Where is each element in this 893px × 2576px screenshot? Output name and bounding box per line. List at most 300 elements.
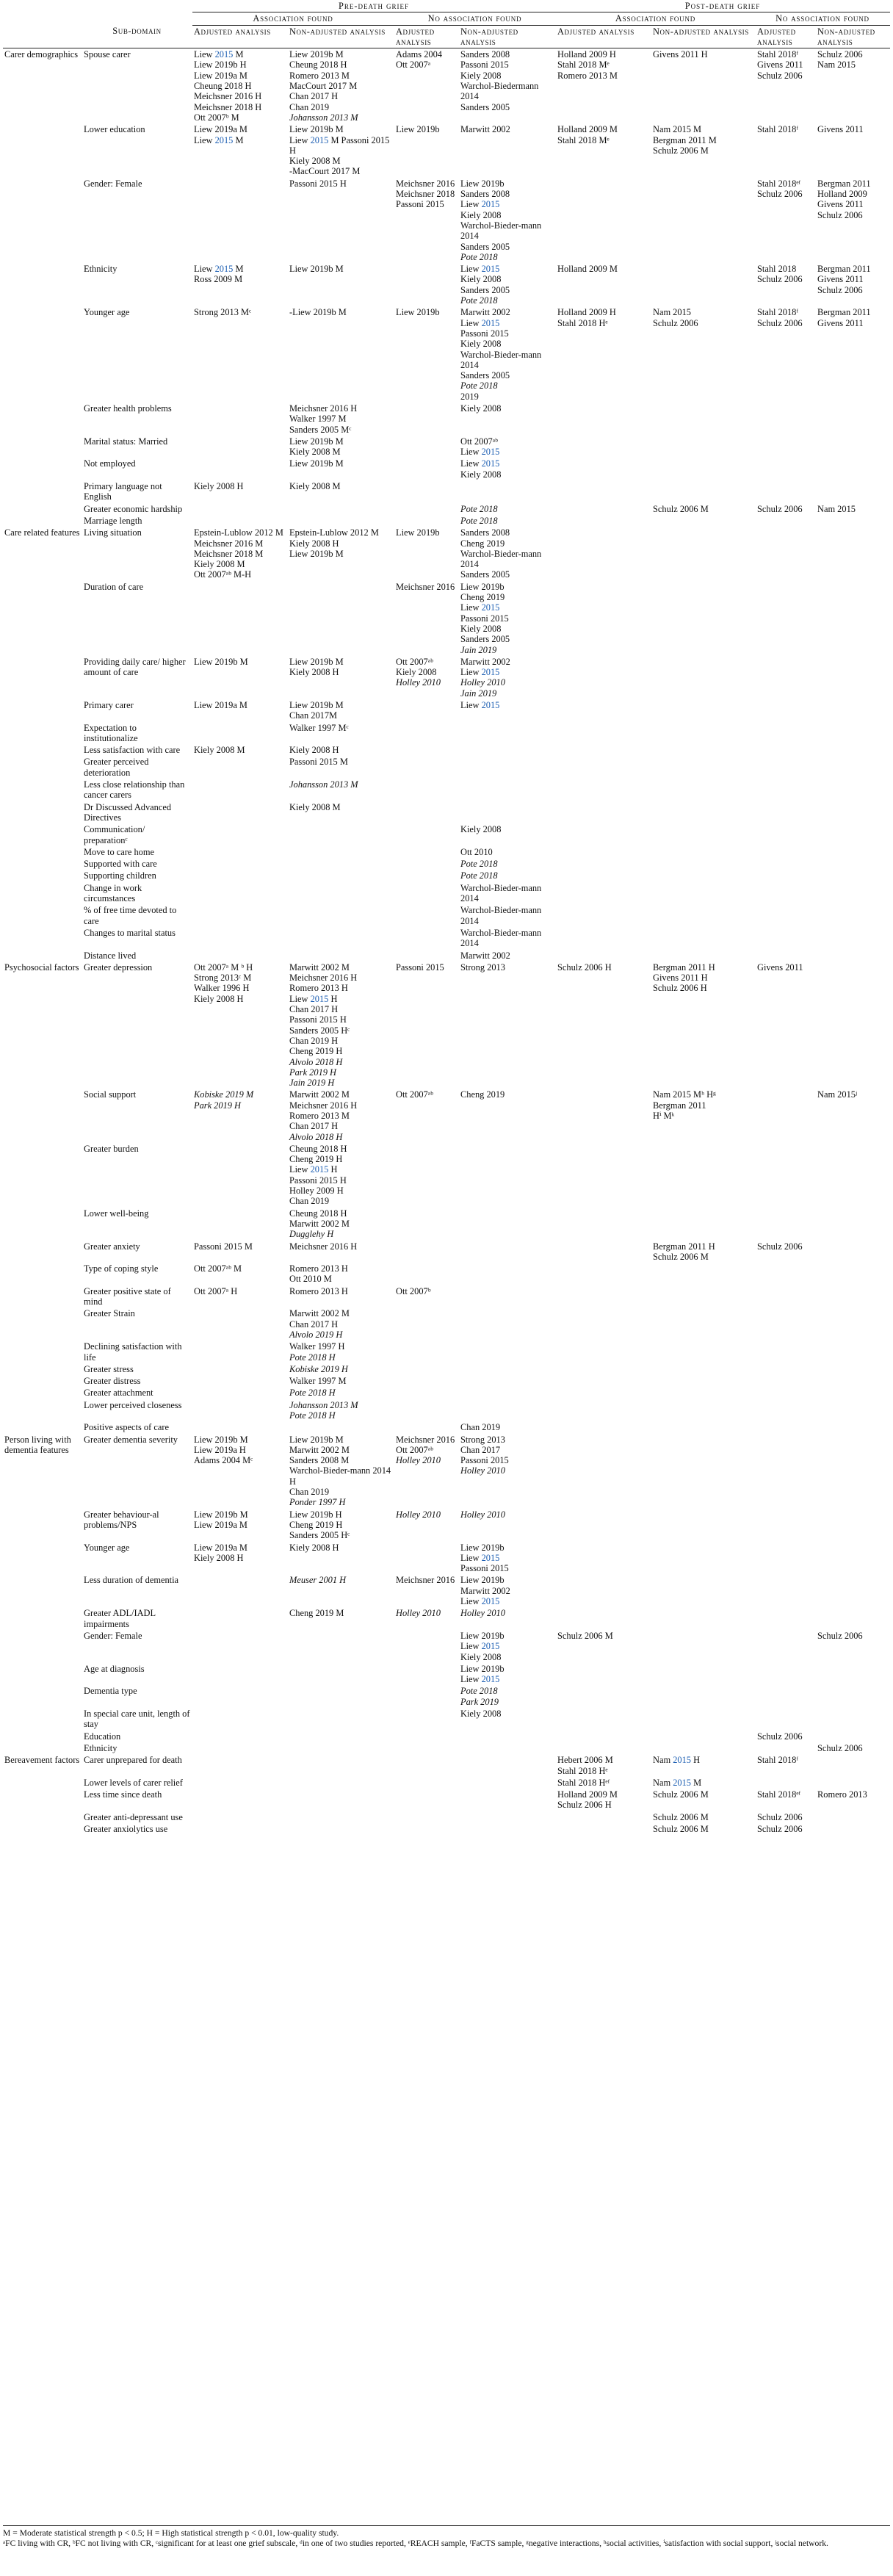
pre-assoc-adjusted-cell: Ott 2007ᵃ M ᵇ H Strong 2013ᶜ M Walker 1996 H Kiely 2008 H bbox=[194, 962, 253, 1004]
post-assoc-non-adjusted-cell bbox=[651, 1708, 756, 1731]
post-noassoc-adjusted-cell bbox=[756, 581, 816, 656]
pre-noassoc-adjusted-cell bbox=[394, 882, 459, 905]
post-noassoc-adjusted-cell: Stahl 2018ᶠ Givens 2011 Schulz 2006 bbox=[757, 49, 803, 81]
table-row bbox=[3, 1708, 890, 1731]
low-quality-citation: Holley 2010 bbox=[396, 1608, 441, 1619]
pre-assoc-non-adjusted-cell: Cheng 2019 M bbox=[289, 1608, 344, 1619]
post-assoc-non-adjusted-cell bbox=[651, 882, 756, 905]
grief-factor-table bbox=[3, 0, 890, 1835]
citation-year-link[interactable]: 2015 bbox=[214, 49, 234, 60]
pre-noassoc-non-adjusted-cell bbox=[459, 1777, 556, 1789]
low-quality-citation: Park 2019 H bbox=[194, 1100, 242, 1111]
domain-cell bbox=[3, 436, 82, 458]
pre-noassoc-adjusted-cell: Meichsner 2016 Meichsner 2018 Passoni 2015 bbox=[396, 178, 455, 210]
post-noassoc-adjusted-cell bbox=[756, 458, 816, 480]
table-row bbox=[3, 1434, 890, 1509]
post-noassoc-adjusted-cell bbox=[756, 801, 816, 824]
post-noassoc-non-adjusted-cell bbox=[816, 801, 890, 824]
domain-cell bbox=[3, 904, 82, 927]
pre-assoc-adjusted-cell bbox=[192, 1208, 288, 1241]
table-row bbox=[3, 1742, 890, 1754]
post-noassoc-non-adjusted-cell bbox=[816, 1708, 890, 1731]
post-noassoc-non-adjusted-cell: Nam 2015 bbox=[817, 503, 856, 514]
pre-assoc-non-adjusted-cell: Meichsner 2016 H bbox=[289, 1241, 358, 1252]
table-row bbox=[3, 699, 890, 722]
citation-year-link[interactable]: 2015 bbox=[310, 993, 329, 1004]
pre-assoc-adjusted-cell: Passoni 2015 M bbox=[194, 1241, 253, 1252]
post-assoc-non-adjusted-cell bbox=[651, 178, 756, 263]
domain-cell bbox=[3, 756, 82, 779]
pre-assoc-non-adjusted-cell bbox=[288, 858, 394, 870]
pre-assoc-found-header: Association found bbox=[192, 12, 394, 25]
post-assoc-adjusted-cell: Schulz 2006 M bbox=[557, 1630, 613, 1641]
post-assoc-adjusted-cell: Stahl 2018 Hᵉᶠ bbox=[557, 1777, 610, 1788]
post-assoc-adjusted-cell bbox=[556, 1607, 651, 1630]
citation-year-link[interactable]: 2015 bbox=[481, 1641, 500, 1652]
post-noassoc-adjusted-cell bbox=[756, 1341, 816, 1363]
post-noassoc-non-adjusted-cell bbox=[816, 744, 890, 756]
pre-assoc-adjusted-cell bbox=[192, 503, 288, 515]
post-assoc-adjusted-cell bbox=[556, 779, 651, 801]
col-header-non-adjusted: Non-adjusted analysis bbox=[459, 25, 556, 48]
citation-year-link[interactable]: 2015 bbox=[481, 700, 500, 710]
domain-cell bbox=[3, 1685, 82, 1708]
pre-assoc-non-adjusted-cell bbox=[288, 1708, 394, 1731]
low-quality-citation: Park 2019 H bbox=[289, 1067, 337, 1078]
domain-cell bbox=[3, 1341, 82, 1363]
post-assoc-non-adjusted-cell bbox=[651, 1307, 756, 1341]
post-assoc-non-adjusted-cell bbox=[651, 656, 756, 699]
domain-cell bbox=[3, 870, 82, 881]
citation-year-link[interactable]: 2015 bbox=[481, 264, 500, 275]
post-assoc-adjusted-cell: Holland 2009 M bbox=[557, 264, 618, 275]
low-quality-citation: Alvolo 2018 H bbox=[289, 1131, 343, 1142]
post-noassoc-non-adjusted-cell bbox=[816, 904, 890, 927]
post-noassoc-non-adjusted-cell bbox=[816, 1375, 890, 1387]
table-row bbox=[3, 1663, 890, 1686]
pre-noassoc-non-adjusted-cell bbox=[459, 1823, 556, 1835]
post-assoc-non-adjusted-cell bbox=[651, 1363, 756, 1375]
pre-assoc-non-adjusted-cell bbox=[288, 515, 394, 527]
post-assoc-non-adjusted-cell bbox=[651, 1375, 756, 1387]
table-row bbox=[3, 756, 890, 779]
sub-domain-cell: Social support bbox=[84, 1089, 137, 1100]
post-noassoc-non-adjusted-cell bbox=[816, 656, 890, 699]
pre-noassoc-non-adjusted-cell bbox=[459, 858, 556, 870]
sub-domain-cell: Gender: Female bbox=[84, 178, 142, 189]
pre-assoc-non-adjusted-cell: Liew 2019b M Kiely 2008 H bbox=[289, 656, 344, 678]
post-noassoc-adjusted-cell bbox=[756, 1375, 816, 1387]
post-assoc-non-adjusted-cell bbox=[651, 858, 756, 870]
post-assoc-non-adjusted-cell bbox=[651, 581, 756, 656]
domain-cell bbox=[3, 1208, 82, 1241]
domain-cell bbox=[3, 846, 82, 858]
table-row bbox=[3, 306, 890, 403]
post-noassoc-adjusted-cell: Stahl 2018ᶠ Schulz 2006 bbox=[757, 307, 803, 328]
domain-cell bbox=[3, 123, 82, 177]
post-assoc-non-adjusted-cell: Bergman 2011 H Schulz 2006 M bbox=[653, 1241, 715, 1262]
post-assoc-adjusted-cell bbox=[556, 904, 651, 927]
table-row bbox=[3, 927, 890, 950]
pre-noassoc-non-adjusted-cell bbox=[459, 1789, 556, 1811]
post-noassoc-adjusted-cell bbox=[756, 1363, 816, 1375]
citation-year-link[interactable]: 2015 bbox=[481, 458, 500, 469]
pre-noassoc-non-adjusted-cell bbox=[459, 722, 556, 745]
table-row bbox=[3, 744, 890, 756]
post-noassoc-adjusted-cell: Stahl 2018ᶠ bbox=[757, 124, 798, 135]
pre-noassoc-non-adjusted-cell bbox=[459, 1754, 556, 1777]
sub-domain-cell: Greater attachment bbox=[84, 1388, 153, 1399]
citation-year-link[interactable]: 2015 bbox=[481, 447, 500, 458]
pre-noassoc-adjusted-cell bbox=[394, 1241, 459, 1263]
citation-year-link[interactable]: 2015 bbox=[214, 264, 234, 275]
pre-noassoc-non-adjusted-cell: Liew 2019b Liew 2015 Kiely 2008 bbox=[460, 1630, 505, 1662]
pre-assoc-adjusted-cell bbox=[192, 801, 288, 824]
domain-cell bbox=[3, 1375, 82, 1387]
domain-cell bbox=[3, 882, 82, 905]
sub-domain-cell: Ethnicity bbox=[84, 1742, 118, 1753]
domain-cell bbox=[3, 927, 82, 950]
post-assoc-adjusted-cell bbox=[556, 1823, 651, 1835]
citation-year-link[interactable]: 2015 bbox=[481, 667, 500, 678]
pre-assoc-non-adjusted-cell bbox=[288, 1387, 394, 1399]
sub-domain-cell: Greater distress bbox=[84, 1376, 141, 1387]
low-quality-citation: Jain 2019 bbox=[460, 688, 497, 699]
post-assoc-adjusted-cell bbox=[556, 1811, 651, 1823]
pre-noassoc-adjusted-cell bbox=[394, 1509, 459, 1542]
pre-noassoc-non-adjusted-cell: Marwitt 2002 bbox=[460, 124, 510, 135]
table-row bbox=[3, 858, 890, 870]
domain-cell bbox=[3, 178, 82, 263]
pre-assoc-non-adjusted-cell: Passoni 2015 M bbox=[289, 757, 348, 768]
domain-cell: Psychosocial factors bbox=[4, 962, 79, 973]
post-noassoc-non-adjusted-cell bbox=[816, 1341, 890, 1363]
pre-noassoc-adjusted-cell bbox=[394, 1789, 459, 1811]
pre-noassoc-adjusted-cell bbox=[394, 1777, 459, 1789]
domain-cell bbox=[3, 1663, 82, 1686]
pre-assoc-adjusted-cell bbox=[192, 1777, 288, 1789]
sub-domain-cell: Distance lived bbox=[84, 950, 137, 961]
post-noassoc-adjusted-cell bbox=[756, 1089, 816, 1142]
post-assoc-non-adjusted-cell bbox=[651, 527, 756, 580]
citation-year-link[interactable]: 2015 bbox=[310, 1164, 329, 1175]
pre-assoc-non-adjusted-cell bbox=[288, 846, 394, 858]
sub-domain-cell: Less satisfaction with care bbox=[84, 745, 181, 756]
post-noassoc-adjusted-cell bbox=[756, 1777, 816, 1789]
post-assoc-non-adjusted-cell: Schulz 2006 M bbox=[653, 1811, 709, 1822]
pre-noassoc-adjusted-cell bbox=[394, 263, 459, 306]
post-noassoc-adjusted-cell bbox=[756, 1387, 816, 1399]
pre-noassoc-non-adjusted-cell: Liew 2019b Sanders 2008 Liew 2015 Kiely 2008 Warchol-Bieder-mann 2014 Sanders 2005 Pote 2018 bbox=[460, 178, 542, 262]
post-noassoc-adjusted-cell bbox=[756, 756, 816, 779]
pre-assoc-non-adjusted-cell: Walker 1997 M bbox=[289, 1376, 347, 1387]
post-assoc-adjusted-cell bbox=[556, 950, 651, 962]
domain-cell bbox=[3, 1607, 82, 1630]
pre-noassoc-non-adjusted-cell bbox=[459, 744, 556, 756]
citation-year-link[interactable]: 2015 bbox=[481, 1596, 500, 1607]
post-assoc-non-adjusted-cell bbox=[651, 823, 756, 846]
low-quality-citation: Pote 2018 bbox=[460, 515, 498, 526]
pre-noassoc-non-adjusted-cell bbox=[459, 779, 556, 801]
table-row bbox=[3, 1341, 890, 1363]
pre-assoc-adjusted-cell bbox=[192, 1754, 288, 1777]
citation-year-link[interactable]: 2015 bbox=[481, 317, 500, 328]
post-noassoc-adjusted-cell: Givens 2011 bbox=[757, 962, 803, 973]
domain-cell bbox=[3, 656, 82, 699]
table-row bbox=[3, 1241, 890, 1263]
pre-assoc-adjusted-cell bbox=[192, 1387, 288, 1399]
pre-assoc-adjusted-cell bbox=[192, 1823, 288, 1835]
table-row bbox=[3, 846, 890, 858]
post-assoc-non-adjusted-cell: Bergman 2011 H Givens 2011 H Schulz 2006 H bbox=[653, 962, 715, 994]
post-noassoc-adjusted-cell bbox=[756, 1542, 816, 1575]
pre-noassoc-adjusted-cell bbox=[394, 1421, 459, 1433]
sub-domain-cell: Gender: Female bbox=[84, 1630, 142, 1641]
post-assoc-non-adjusted-cell bbox=[651, 1509, 756, 1542]
pre-noassoc-adjusted-cell bbox=[394, 1685, 459, 1708]
post-noassoc-adjusted-cell bbox=[756, 823, 816, 846]
pre-noassoc-adjusted-cell: Meichsner 2016 bbox=[396, 581, 455, 592]
pre-noassoc-non-adjusted-cell bbox=[459, 1263, 556, 1285]
post-assoc-adjusted-cell bbox=[556, 1341, 651, 1363]
sub-domain-cell: Lower perceived closeness bbox=[84, 1399, 182, 1410]
post-assoc-non-adjusted-cell: Schulz 2006 M bbox=[653, 503, 709, 514]
pre-assoc-adjusted-cell: Liew 2019b M bbox=[194, 656, 248, 667]
post-noassoc-non-adjusted-cell bbox=[816, 436, 890, 458]
post-assoc-adjusted-cell bbox=[556, 744, 651, 756]
pre-assoc-non-adjusted-cell: Liew 2019b M Chan 2017M bbox=[289, 700, 344, 721]
table-row bbox=[3, 480, 890, 503]
post-noassoc-adjusted-cell bbox=[756, 870, 816, 881]
domain-cell bbox=[3, 306, 82, 403]
domain-cell: Carer demographics bbox=[4, 49, 79, 60]
pre-noassoc-non-adjusted-cell bbox=[459, 1399, 556, 1422]
post-assoc-non-adjusted-cell bbox=[651, 904, 756, 927]
low-quality-citation: Johansson 2013 M bbox=[289, 1399, 358, 1410]
citation-year-link[interactable]: 2015 bbox=[310, 134, 329, 145]
domain-cell bbox=[3, 1811, 82, 1823]
pre-assoc-adjusted-cell bbox=[192, 1630, 288, 1663]
pre-assoc-non-adjusted-cell bbox=[288, 1421, 394, 1433]
pre-assoc-non-adjusted-cell: Cheung 2018 H Marwitt 2002 M Dugglehy H bbox=[289, 1208, 350, 1240]
pre-noassoc-adjusted-cell: Ott 2007ᵇ bbox=[396, 1285, 431, 1296]
low-quality-citation: Pote 2018 bbox=[460, 859, 498, 870]
pre-noassoc-adjusted-cell: Adams 2004 Ott 2007ᵃ bbox=[396, 49, 442, 71]
citation-year-link[interactable]: 2015 bbox=[673, 1755, 691, 1766]
col-header-adjusted: Adjusted analysis bbox=[756, 25, 816, 48]
citation-year-link[interactable]: 2015 bbox=[481, 1674, 500, 1685]
post-noassoc-non-adjusted-cell bbox=[816, 515, 890, 527]
post-noassoc-adjusted-cell bbox=[756, 904, 816, 927]
pre-assoc-adjusted-cell: Epstein-Lublow 2012 M Meichsner 2016 M Meichsner 2018 M Kiely 2008 M Ott 2007ᵃᵇ M-H bbox=[194, 527, 283, 580]
table-row bbox=[3, 1685, 890, 1708]
post-assoc-non-adjusted-cell bbox=[651, 1421, 756, 1433]
pre-noassoc-adjusted-cell bbox=[394, 927, 459, 950]
post-assoc-adjusted-cell bbox=[556, 927, 651, 950]
pre-noassoc-adjusted-cell bbox=[394, 1375, 459, 1387]
low-quality-citation: Johansson 2013 M bbox=[289, 112, 358, 123]
low-quality-citation: Holley 2010 bbox=[460, 1509, 505, 1520]
pre-noassoc-adjusted-cell bbox=[394, 515, 459, 527]
sub-domain-cell: Greater perceived deterioration bbox=[84, 757, 149, 778]
pre-assoc-non-adjusted-cell bbox=[288, 904, 394, 927]
pre-noassoc-adjusted-cell bbox=[394, 1708, 459, 1731]
table-row bbox=[3, 801, 890, 824]
table-row bbox=[3, 1574, 890, 1607]
post-assoc-non-adjusted-cell bbox=[651, 458, 756, 480]
sub-domain-cell: Younger age bbox=[84, 1542, 130, 1553]
post-assoc-non-adjusted-cell bbox=[651, 515, 756, 527]
post-assoc-non-adjusted-cell bbox=[651, 1731, 756, 1742]
pre-assoc-adjusted-cell bbox=[192, 846, 288, 858]
post-assoc-non-adjusted-cell: Nam 2015 Schulz 2006 bbox=[653, 307, 698, 328]
pre-noassoc-non-adjusted-cell: Sanders 2008 Passoni 2015 Kiely 2008 Warchol-Biedermann 2014 Sanders 2005 bbox=[460, 49, 539, 112]
col-header-non-adjusted: Non-adjusted analysis bbox=[288, 25, 394, 48]
citation-year-link[interactable]: 2015 bbox=[673, 1777, 691, 1788]
sub-domain-cell: Greater economic hardship bbox=[84, 503, 183, 514]
domain-cell bbox=[3, 1742, 82, 1754]
post-assoc-adjusted-cell bbox=[556, 458, 651, 480]
pre-assoc-non-adjusted-cell bbox=[288, 779, 394, 801]
post-noassoc-non-adjusted-cell bbox=[816, 756, 890, 779]
domain-cell bbox=[3, 1363, 82, 1375]
post-assoc-non-adjusted-cell bbox=[651, 1399, 756, 1422]
citation-year-link[interactable]: 2015 bbox=[214, 134, 234, 145]
post-noassoc-adjusted-cell bbox=[756, 1143, 816, 1208]
pre-noassoc-non-adjusted-cell: Liew 2015 Kiely 2008 bbox=[460, 458, 502, 480]
low-quality-citation: Ponder 1997 H bbox=[289, 1497, 346, 1508]
pre-noassoc-non-adjusted-cell: Kiely 2008 bbox=[460, 824, 502, 835]
pre-noassoc-non-adjusted-cell: Warchol-Bieder-mann 2014 bbox=[460, 905, 542, 926]
pre-assoc-adjusted-cell bbox=[192, 1789, 288, 1811]
pre-noassoc-adjusted-cell bbox=[394, 699, 459, 722]
domain-cell bbox=[3, 1708, 82, 1731]
sub-domain-cell: Marital status: Married bbox=[84, 436, 168, 447]
pre-noassoc-non-adjusted-cell: Ott 2007ᵃᵇ Liew 2015 bbox=[460, 436, 500, 458]
low-quality-citation: Dugglehy H bbox=[289, 1229, 334, 1240]
low-quality-citation: Holley 2010 bbox=[396, 677, 441, 688]
pre-noassoc-non-adjusted-cell bbox=[459, 1208, 556, 1241]
pre-noassoc-adjusted-cell bbox=[394, 722, 459, 745]
low-quality-citation: Pote 2018 H bbox=[289, 1388, 336, 1399]
sub-domain-cell: Ethnicity bbox=[84, 264, 118, 275]
pre-noassoc-non-adjusted-cell: Liew 2015 bbox=[460, 700, 500, 710]
pre-noassoc-non-adjusted-cell: Liew 2019b Marwitt 2002 Liew 2015 bbox=[460, 1575, 510, 1607]
post-noassoc-non-adjusted-cell bbox=[816, 1241, 890, 1263]
low-quality-citation: Johansson 2013 M bbox=[289, 779, 358, 790]
pre-noassoc-non-adjusted-cell: Sanders 2008 Cheng 2019 Warchol-Bieder-mann 2014 Sanders 2005 bbox=[460, 527, 542, 580]
pre-assoc-adjusted-cell: Liew 2019a M bbox=[194, 700, 247, 710]
pre-assoc-adjusted-cell bbox=[192, 1663, 288, 1686]
pre-assoc-non-adjusted-cell: Meichsner 2016 H Walker 1997 M Sanders 2005 Mᶜ bbox=[289, 403, 358, 435]
pre-noassoc-non-adjusted-cell: Strong 2013 Chan 2017 Passoni 2015 Holley 2010 bbox=[460, 1434, 509, 1476]
sub-domain-cell: Supporting children bbox=[84, 870, 156, 881]
pre-noassoc-adjusted-cell bbox=[394, 904, 459, 927]
table-row bbox=[3, 1208, 890, 1241]
pre-noassoc-non-adjusted-cell: Liew 2015 Kiely 2008 Sanders 2005 Pote 2018 bbox=[460, 264, 510, 306]
pre-noassoc-non-adjusted-cell bbox=[459, 503, 556, 515]
pre-assoc-non-adjusted-cell: Liew 2019b M Liew 2015 M Passoni 2015 H Kiely 2008 M -MacCourt 2017 M bbox=[289, 124, 390, 177]
pre-assoc-adjusted-cell bbox=[192, 1307, 288, 1341]
post-assoc-adjusted-cell bbox=[556, 1208, 651, 1241]
sub-domain-cell: Carer unprepared for death bbox=[84, 1755, 182, 1766]
pre-assoc-adjusted-cell bbox=[192, 1685, 288, 1708]
post-assoc-non-adjusted-cell: Nam 2015 H bbox=[653, 1755, 701, 1766]
table-body bbox=[3, 48, 890, 1836]
post-noassoc-adjusted-cell: Stahl 2018ᵉᶠ bbox=[757, 1789, 801, 1800]
pre-noassoc-adjusted-cell bbox=[394, 950, 459, 962]
post-noassoc-non-adjusted-cell bbox=[816, 1823, 890, 1835]
pre-assoc-non-adjusted-cell bbox=[288, 950, 394, 962]
post-assoc-adjusted-cell bbox=[556, 699, 651, 722]
pre-noassoc-non-adjusted-cell bbox=[459, 756, 556, 779]
post-noassoc-non-adjusted-cell bbox=[816, 1363, 890, 1375]
post-noassoc-non-adjusted-cell: Schulz 2006 bbox=[817, 1742, 863, 1753]
citation-year-link[interactable]: 2015 bbox=[481, 199, 500, 210]
post-assoc-adjusted-cell bbox=[556, 1542, 651, 1575]
pre-noassoc-non-adjusted-cell bbox=[459, 1387, 556, 1399]
domain-cell: Bereavement factors bbox=[4, 1755, 80, 1766]
footnote-legend: M = Moderate statistical strength p < 0.5; H = High statistical strength p < 0.01, low-quality study. bbox=[3, 2528, 339, 2538]
low-quality-citation: Alvolo 2019 H bbox=[289, 1329, 343, 1340]
sub-domain-cell: Greater anti-depressant use bbox=[84, 1811, 183, 1822]
pre-assoc-adjusted-cell bbox=[192, 870, 288, 881]
post-assoc-adjusted-cell bbox=[556, 1089, 651, 1142]
post-noassoc-adjusted-cell bbox=[756, 1509, 816, 1542]
pre-noassoc-non-adjusted-cell: Chan 2019 bbox=[460, 1422, 501, 1433]
sub-domain-cell: Not employed bbox=[84, 458, 136, 469]
pre-noassoc-adjusted-cell bbox=[394, 870, 459, 881]
post-noassoc-non-adjusted-cell bbox=[816, 1143, 890, 1208]
domain-cell bbox=[3, 1630, 82, 1663]
pre-noassoc-non-adjusted-cell: Marwitt 2002 Liew 2015 Passoni 2015 Kiely 2008 Warchol-Bieder-mann 2014 Sanders 2005 Pote 2018 2019 bbox=[460, 307, 542, 402]
pre-assoc-non-adjusted-cell: Marwitt 2002 M Meichsner 2016 H Romero 2013 M Chan 2017 H Alvolo 2018 H bbox=[289, 1089, 358, 1142]
sub-domain-cell: % of free time devoted to care bbox=[84, 905, 177, 926]
post-assoc-adjusted-cell: Holland 2009 M Stahl 2018 Mᵉ bbox=[557, 124, 618, 145]
table-row bbox=[3, 48, 890, 124]
table-row bbox=[3, 950, 890, 962]
pre-noassoc-non-adjusted-cell: Kiely 2008 bbox=[460, 403, 502, 414]
pre-noassoc-adjusted-cell: Liew 2019b bbox=[396, 527, 440, 538]
pre-noassoc-non-adjusted-cell bbox=[459, 515, 556, 527]
domain-cell bbox=[3, 858, 82, 870]
sub-domain-cell: Lower well-being bbox=[84, 1208, 149, 1219]
citation-year-link[interactable]: 2015 bbox=[481, 602, 500, 613]
post-noassoc-non-adjusted-cell bbox=[816, 1663, 890, 1686]
domain-cell bbox=[3, 1574, 82, 1607]
post-assoc-non-adjusted-cell: Givens 2011 H bbox=[653, 49, 708, 60]
table-row bbox=[3, 1823, 890, 1835]
sub-domain-cell: Change in work circumstances bbox=[84, 882, 142, 904]
pre-assoc-adjusted-cell: Liew 2019a M Liew 2015 M bbox=[194, 124, 247, 145]
post-noassoc-adjusted-cell bbox=[756, 656, 816, 699]
pre-assoc-non-adjusted-cell bbox=[288, 1363, 394, 1375]
pre-assoc-adjusted-cell bbox=[192, 950, 288, 962]
post-noassoc-adjusted-cell bbox=[756, 779, 816, 801]
pre-assoc-adjusted-cell bbox=[192, 178, 288, 263]
citation-year-link[interactable]: 2015 bbox=[481, 1552, 500, 1563]
post-noassoc-non-adjusted-cell bbox=[816, 403, 890, 436]
post-assoc-adjusted-cell: Schulz 2006 H bbox=[557, 962, 612, 973]
table-row bbox=[3, 123, 890, 177]
sub-domain-cell: Dr Discussed Advanced Directives bbox=[84, 801, 172, 823]
table-row bbox=[3, 436, 890, 458]
post-noassoc-non-adjusted-cell bbox=[816, 927, 890, 950]
domain-cell bbox=[3, 263, 82, 306]
post-noassoc-non-adjusted-cell bbox=[816, 950, 890, 962]
domain-cell bbox=[3, 1823, 82, 1835]
post-noassoc-non-adjusted-cell bbox=[816, 846, 890, 858]
